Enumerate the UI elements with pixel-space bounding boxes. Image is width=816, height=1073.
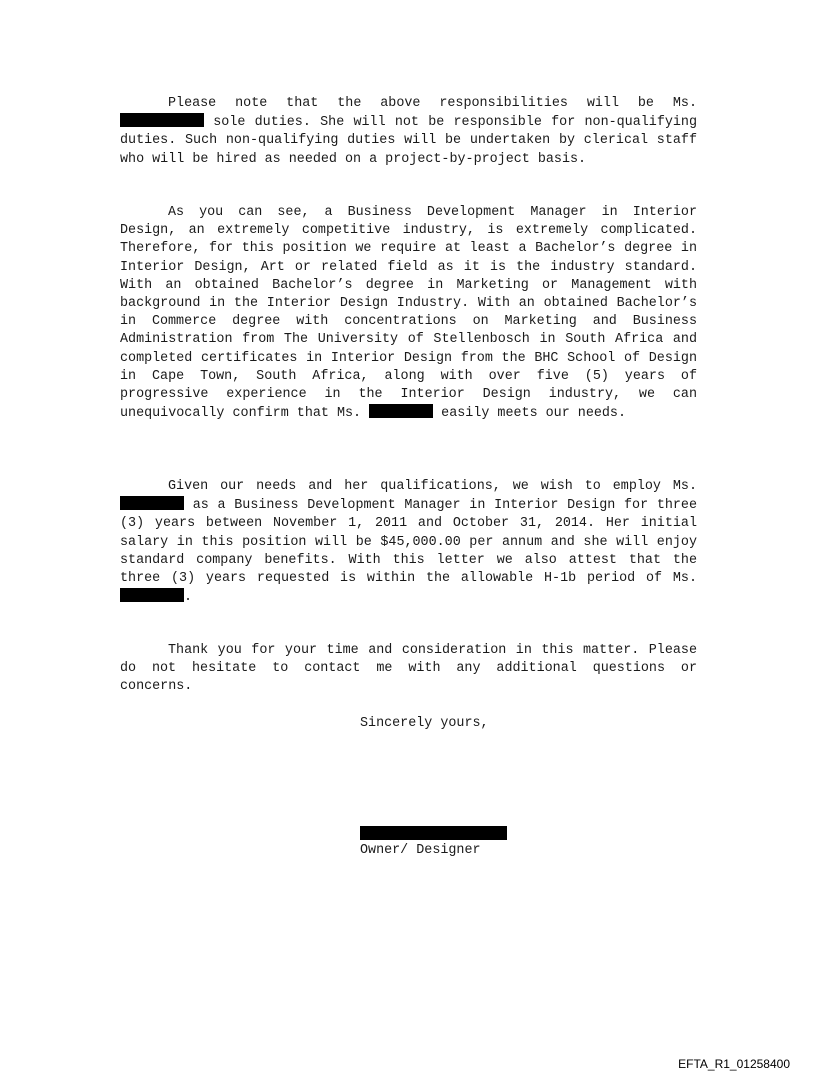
document-id-footer: EFTA_R1_01258400 — [678, 1057, 790, 1071]
paragraph-employment-offer-text-a: Given our needs and her qualifications, we wish to employ Ms. — [168, 479, 697, 494]
paragraph-employment-offer-text-c: . — [184, 590, 193, 606]
paragraph-qualifications-end: easily meets our needs. — [441, 406, 626, 422]
redaction-bar — [369, 404, 433, 418]
paragraph-qualifications — [120, 204, 697, 423]
paragraph-employment-offer-text-b: as a Business Development Manager in Interior Design for three (3) years between November 1, 2011 and October 31, 2014. Her initial salary in this position will be $45,000.00 per annum and she will enjoy standard company benefits. With this letter we also attest that the three (3) years requested is within the allowable H-1b period of Ms. — [120, 498, 697, 587]
paragraph-employment-offer — [120, 478, 697, 607]
paragraph-responsibilities-text-b: sole duties. She will not be responsible for non-qualifying duties. Such non-qualifying duties will be undertaken by clerical staff who will be hired as needed on a project-by-project basis. — [120, 115, 697, 167]
paragraph-thank-you-text: Thank you for your time and consideration in this matter. Please do not hesitate to contact me with any additional questions or concerns. — [120, 643, 697, 695]
redaction-bar — [120, 588, 184, 602]
closing-salutation: Sincerely yours, — [360, 716, 489, 731]
paragraph-responsibilities-text-a: Please note that the above responsibilities will be Ms. — [168, 96, 697, 111]
signer-title: Owner/ Designer — [360, 843, 481, 858]
paragraph-thank-you — [120, 642, 697, 697]
paragraph-responsibilities — [120, 95, 697, 169]
redaction-bar — [120, 113, 204, 127]
signature-redaction-bar — [360, 826, 507, 840]
redaction-bar — [120, 496, 184, 510]
paragraph-qualifications-text: As you can see, a Business Development Manager in Interior Design, an extremely competitive industry, is extremely complicated. Therefore, for this position we require at least a Bachelor’s degree in Interior Design, Art or related field as it is the industry standard. With an obtained Bachelor’s degree in Marketing or Management with background in the Interior Design Industry. With an obtained Bachelor’s in Commerce degree with concentrations on Marketing and Business Administration from The University of Stellenbosch in South Africa and completed certificates in Interior Design from the BHC School of Design in Cape Town, South Africa, along with over five (5) years of progressive experience in the Interior Design industry, we can unequivocally confirm that Ms. — [120, 205, 697, 422]
